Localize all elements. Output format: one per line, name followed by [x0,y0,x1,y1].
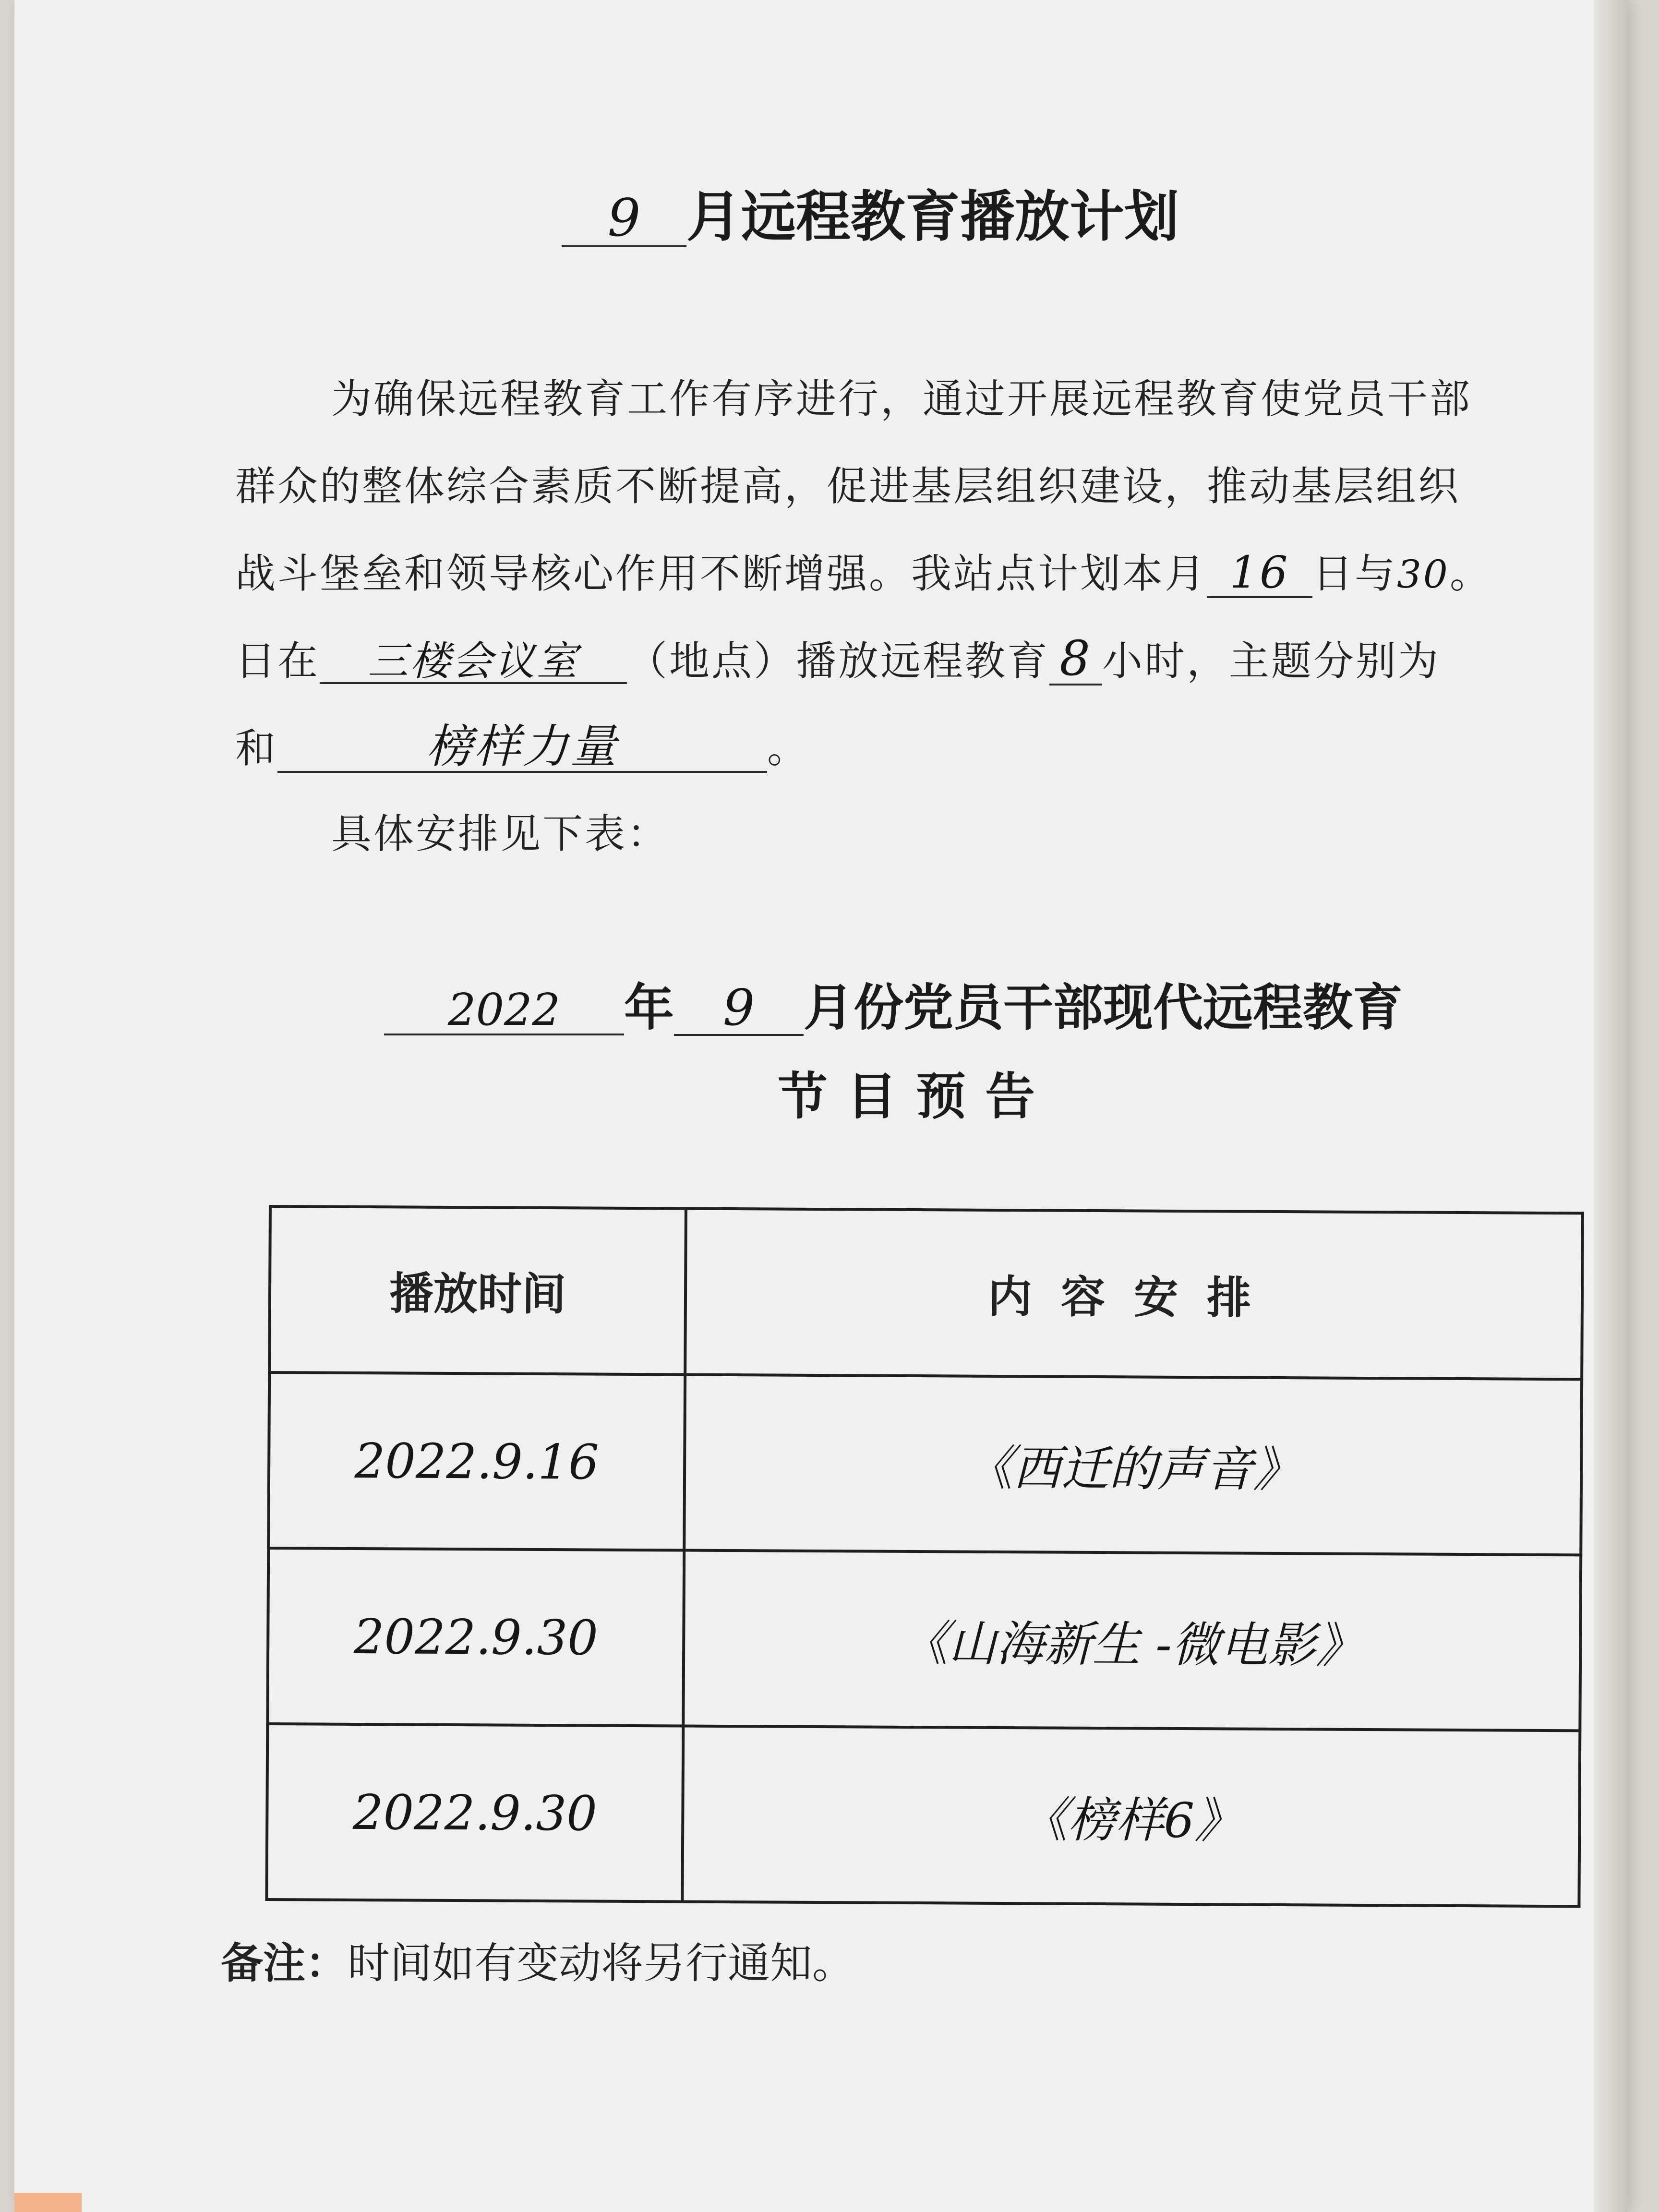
paragraph-line-2: 群众的整体综合素质不断提高，促进基层组织建设，推动基层组织 [235,463,1461,510]
line5-prefix: 和 [235,725,278,772]
page-title [562,173,1179,252]
paragraph-line-5 [235,705,1608,792]
schedule-table [265,1205,1584,1908]
heading-text: 月份党员干部现代远程教育 [804,978,1403,1037]
year-blank: 2022 [384,987,624,1035]
row-content: 《山海新生 -微电影》 [683,1551,1581,1731]
line4-prefix: 日在 [235,637,320,685]
schedule-subheading: 节目预告 [778,1067,1055,1126]
year-suffix: 年 [624,978,674,1037]
day1-blank: 16 [1207,550,1312,598]
paragraph-line-1: 为确保远程教育工作有序进行，通过开展远程教育使党员干部 [331,375,1472,422]
line5-suffix: 。 [767,725,810,772]
row-content: 《西迁的声音》 [684,1375,1582,1555]
footnote [221,1930,854,1990]
title-text: 月远程教育播放计划 [686,185,1179,249]
header-time: 播放时间 [269,1206,686,1375]
row-content: 《榜样6》 [682,1726,1580,1907]
table-header-row [269,1206,1583,1379]
hours-blank: 8 [1049,633,1102,685]
paragraph-line-3 [235,530,1608,617]
line4-mid: （地点）播放远程教育 [627,637,1050,685]
line3-prefix: 战斗堡垒和领导核心作用不断增强。我站点计划本月 [235,550,1207,597]
note-text: 时间如有变动将另行通知。 [348,1938,855,1988]
location-blank: 三楼会议室 [320,640,627,684]
row-time: 2022.9.16 [268,1372,685,1551]
schedule-heading [384,967,1403,1039]
line3-suffix: 。 [1449,550,1492,597]
title-month-blank: 9 [562,191,686,247]
header-content: 内容安排 [685,1209,1583,1380]
day2-value: 30 [1397,552,1450,597]
table-row [266,1724,1580,1906]
document-page [14,0,1627,2212]
table-row [267,1548,1581,1731]
line3-mid: 日与 [1312,550,1397,597]
month-blank: 9 [674,982,804,1036]
row-time: 2022.9.30 [266,1724,683,1902]
line4-suffix: 小时，主题分别为 [1102,637,1441,685]
intro-paragraph [235,355,1608,792]
arrangement-label: 具体安排见下表： [331,810,670,857]
table-row [268,1372,1582,1555]
note-label: 备注： [221,1938,348,1988]
paragraph-line-4 [235,617,1608,705]
topic-blank: 榜样力量 [277,722,767,773]
page-edge [1594,0,1627,2212]
desk-corner [14,2193,82,2212]
row-time: 2022.9.30 [267,1548,684,1726]
